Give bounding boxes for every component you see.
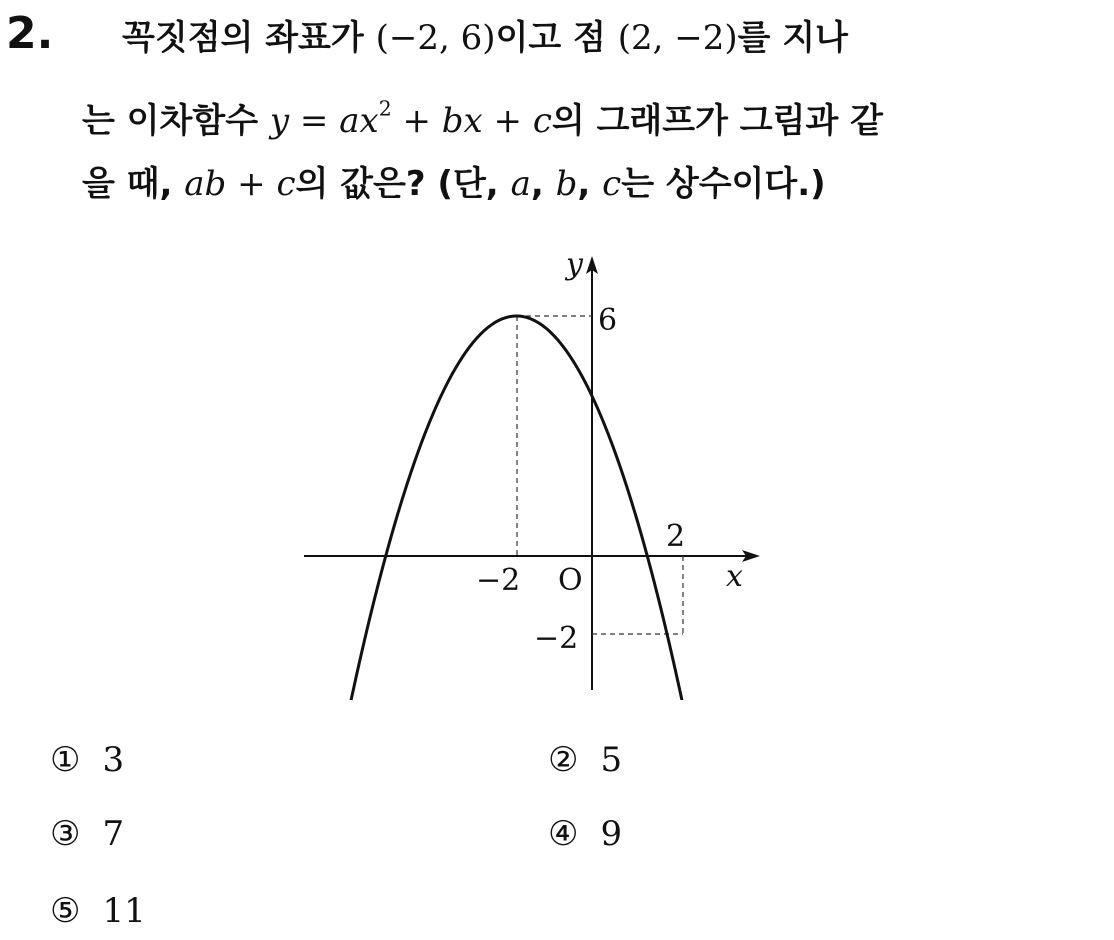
math-bx: bx	[441, 101, 483, 141]
choice-3[interactable]	[50, 812, 124, 856]
label-neg2-x: −2	[476, 563, 521, 598]
label-2-x: 2	[666, 519, 686, 554]
math-equals: =	[289, 101, 340, 141]
question-text-line-1	[122, 12, 848, 64]
choice-1[interactable]	[50, 738, 124, 782]
math-a: a	[510, 164, 531, 204]
text: 의 값은? (단,	[295, 164, 511, 204]
math-b: b	[555, 164, 578, 204]
x-axis-label: x	[726, 559, 743, 594]
text: 는 이차함수	[82, 101, 270, 141]
choice-value: 7	[102, 814, 125, 854]
label-neg2-y: −2	[534, 621, 579, 656]
text: 는 상수이다.)	[621, 164, 826, 204]
question-number: 2.	[6, 8, 54, 59]
math-c: c	[532, 101, 552, 141]
choice-marker: ②	[548, 740, 579, 780]
parabola-curve	[290, 316, 688, 700]
separator: ,	[530, 164, 556, 204]
math-ab: ab	[184, 164, 227, 204]
choice-5[interactable]	[50, 889, 146, 933]
math-y: y	[269, 101, 290, 141]
point-coordinate: (2, −2)	[617, 18, 738, 58]
math-ax: ax	[339, 101, 379, 141]
math-plus: +	[226, 164, 277, 204]
y-axis-label: y	[566, 247, 583, 282]
text: 을 때,	[82, 164, 185, 204]
text: 의 그래프가 그림과 같	[551, 101, 883, 141]
choice-value: 5	[600, 740, 623, 780]
choice-marker: ①	[50, 740, 81, 780]
choice-2[interactable]	[548, 738, 622, 782]
choice-4[interactable]	[548, 812, 622, 856]
math-exponent: 2	[378, 96, 392, 121]
choice-marker: ④	[548, 814, 579, 854]
choice-marker: ⑤	[50, 891, 81, 931]
math-plus: +	[391, 101, 442, 141]
text: 를 지나	[737, 18, 848, 58]
question-text-line-3	[82, 158, 826, 210]
parabola-graph	[290, 240, 770, 700]
label-6: 6	[598, 303, 618, 338]
vertex-coordinate: (−2, 6)	[375, 18, 496, 58]
text: 꼭짓점의 좌표가	[122, 18, 376, 58]
origin-label: O	[558, 563, 583, 598]
text: 이고 점	[495, 18, 618, 58]
choice-value: 11	[102, 891, 146, 931]
math-plus: +	[482, 101, 533, 141]
choice-marker: ③	[50, 814, 81, 854]
math-c: c	[276, 164, 296, 204]
separator: ,	[577, 164, 603, 204]
choice-value: 3	[102, 740, 125, 780]
question-text-line-2	[82, 95, 883, 147]
math-c: c	[602, 164, 622, 204]
choice-value: 9	[600, 814, 623, 854]
